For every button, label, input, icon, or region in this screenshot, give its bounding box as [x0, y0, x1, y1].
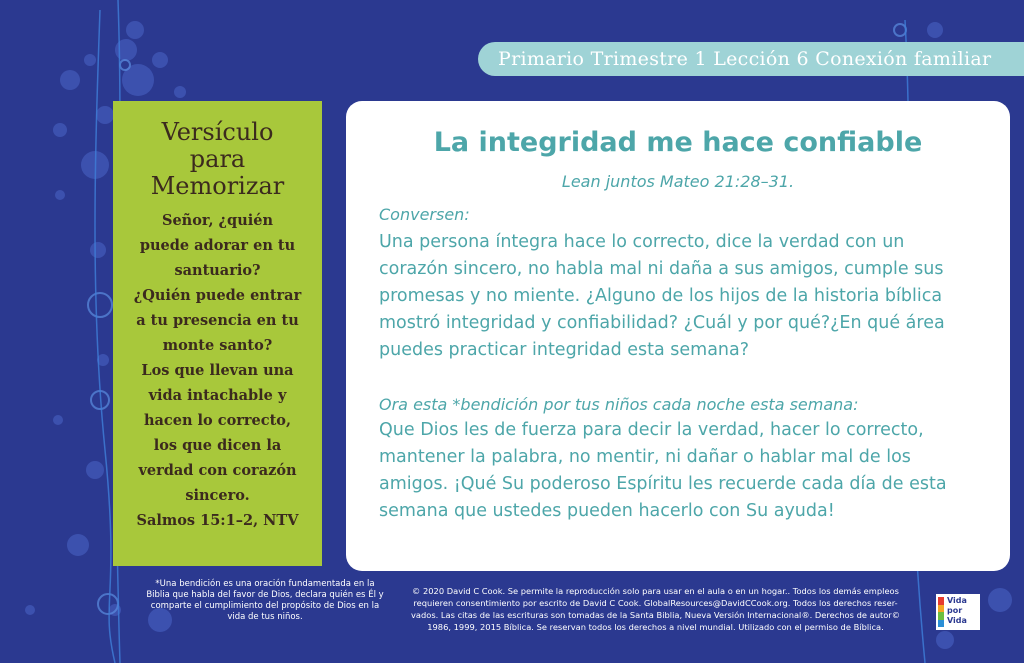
- discuss-text: [379, 229, 989, 364]
- memory-verse-line: Señor, ¿quién: [161, 212, 274, 229]
- memory-verse-line: vida intachable y: [148, 387, 287, 404]
- memory-verse-line: verdad con corazón: [138, 462, 297, 479]
- memory-verse-reference: Salmos 15:1–2, NTV: [136, 512, 299, 529]
- logo-line: Vida: [947, 596, 967, 605]
- discuss-line: promesas y no miente. ¿Alguno de los hijos de la historia bíblica: [379, 286, 943, 306]
- memory-verse-line: hacen lo correcto,: [143, 412, 292, 429]
- memory-verse-text: [121, 208, 314, 533]
- lesson-title: La integridad me hace confiable: [433, 127, 923, 158]
- memory-verse-title-line: para: [189, 145, 246, 173]
- vida-por-vida-logo: [936, 594, 980, 630]
- copyright-line: 1986, 1999, 2015 Bíblica. Se reservan todos los derechos a nivel mundial. Utilizado con el permiso de Bíblica.: [427, 622, 884, 632]
- pray-line: amigos. ¡Qué Su poderoso Espíritu les recuerde cada día de esta: [379, 474, 947, 494]
- discuss-line: corazón sincero, no habla mal ni daña a sus amigos, cumple sus: [379, 259, 944, 279]
- memory-verse-line: puede adorar en tu: [139, 237, 296, 254]
- memory-verse-line: a tu presencia en tu: [136, 312, 299, 329]
- memory-verse-line: Los que llevan una: [141, 362, 294, 379]
- discuss-line: Una persona íntegra hace lo correcto, dice la verdad con un: [379, 232, 905, 252]
- lesson-card: [346, 101, 1010, 571]
- footnote-line: vida de tus niños.: [227, 612, 303, 622]
- footnote-line: *Una bendición es una oración fundamentada en la: [155, 579, 375, 589]
- memory-verse-line: sincero.: [185, 487, 250, 504]
- memory-verse-title-line: Versículo: [161, 118, 274, 146]
- pray-line: Que Dios les de fuerza para decir la verdad, hacer lo correcto,: [379, 420, 924, 440]
- logo-stripes: [938, 597, 944, 627]
- lesson-subtitle: Lean juntos Mateo 21:28–31.: [561, 172, 795, 191]
- logo-stripe: [938, 597, 944, 605]
- discuss-line: mostró integridad y confiabilidad? ¿Cuál y por qué?¿En qué área: [379, 313, 945, 333]
- memory-verse-title: [123, 119, 312, 200]
- memory-verse-line: los que dicen la: [153, 437, 282, 454]
- header-title: Primario Trimestre 1 Lección 6 Conexión familiar: [478, 42, 1024, 76]
- logo-line: Vida: [947, 616, 967, 625]
- copyright-notice: [388, 585, 923, 633]
- copyright-line: © 2020 David C Cook. Se permite la reproducción solo para usar en el aula o en un hogar.. Todos los demás empleos: [412, 586, 899, 596]
- memory-verse-line: ¿Quién puede entrar: [133, 287, 302, 304]
- footnote-line: comparte el cumplimiento del propósito de Dios en la: [150, 601, 380, 611]
- logo-stripe: [938, 620, 944, 628]
- pray-line: semana que ustedes pueden hacerlo con Su ayuda!: [379, 501, 835, 521]
- blessing-footnote: [140, 579, 390, 623]
- memory-verse-line: santuario?: [174, 262, 261, 279]
- logo-line: por: [947, 606, 963, 615]
- logo-text: [947, 596, 967, 626]
- pray-line: mantener la palabra, no mentir, ni dañar o hablar mal de los: [379, 447, 911, 467]
- memory-verse-line: monte santo?: [162, 337, 273, 354]
- memory-verse-title-line: Memorizar: [150, 172, 285, 200]
- memory-verse-panel: [113, 101, 322, 566]
- copyright-line: vados. Las citas de las escrituras son tomadas de la Santa Biblia, Nueva Versión Internacional®. Derechos de autor©: [410, 610, 900, 620]
- logo-stripe: [938, 612, 944, 620]
- logo-stripe: [938, 605, 944, 613]
- discuss-line: puedes practicar integridad esta semana?: [379, 340, 750, 360]
- pray-text: [379, 417, 989, 525]
- pray-label: Ora esta *bendición por tus niños cada noche esta semana:: [379, 395, 859, 414]
- footnote-line: Biblia que habla del favor de Dios, declara quién es Él y: [146, 590, 384, 600]
- copyright-line: requieren consentimiento por escrito de David C Cook. GlobalResources@DavidCCook.org. Todos los derechos reser-: [413, 598, 898, 608]
- discuss-label: Conversen:: [379, 205, 470, 224]
